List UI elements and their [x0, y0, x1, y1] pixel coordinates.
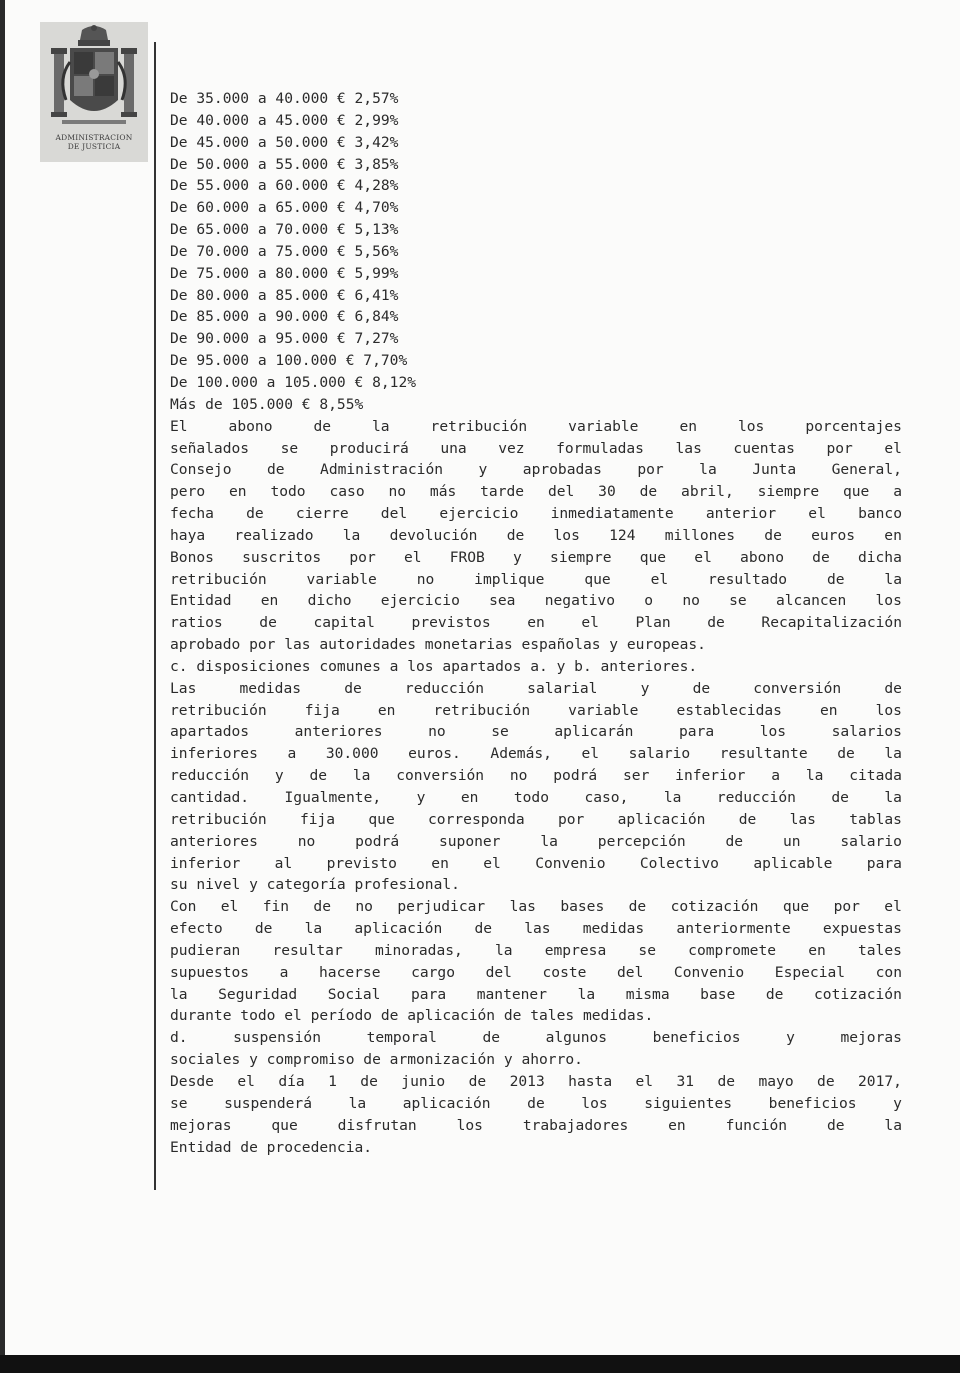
text-line: inferiores a 30.000 euros. Además, el salario resultante de la: [170, 745, 902, 763]
text-line: durante todo el período de aplicación de tales medidas.: [170, 1007, 654, 1025]
rate-row: De 85.000 a 90.000 € 6,84%: [170, 308, 399, 326]
text-line: retribución fija en retribución variable establecidas en los: [170, 701, 902, 719]
text-line: su nivel y categoría profesional.: [170, 876, 460, 894]
seal-caption: [40, 133, 148, 151]
text-line: pudieran resultar minoradas, la empresa se compromete en tales: [170, 941, 902, 959]
scan-bottom-band: [0, 1355, 960, 1373]
text-line: retribución variable no implique que el resultado de la: [170, 570, 902, 588]
rate-row: De 75.000 a 80.000 € 5,99%: [170, 264, 399, 282]
text-line: ratios de capital previstos en el Plan de Recapitalización: [170, 614, 902, 632]
text-line: anteriores no podrá suponer la percepción de un salario: [170, 832, 902, 850]
rate-row: De 65.000 a 70.000 € 5,13%: [170, 221, 399, 239]
text-line: reducción y de la conversión no podrá ser inferior a la citada: [170, 767, 902, 785]
rate-row: De 70.000 a 75.000 € 5,56%: [170, 242, 399, 260]
document-body: [170, 88, 902, 1158]
rate-row: De 55.000 a 60.000 € 4,28%: [170, 177, 399, 195]
rate-row: De 80.000 a 85.000 € 6,41%: [170, 286, 399, 304]
rate-row: De 90.000 a 95.000 € 7,27%: [170, 330, 399, 348]
margin-rule: [154, 42, 156, 1190]
text-line: Entidad en dicho ejercicio sea negativo o no se alcancen los: [170, 592, 902, 610]
text-line: efecto de la aplicación de las medidas anteriormente expuestas: [170, 920, 902, 938]
seal-caption-line: ADMINISTRACION: [55, 133, 133, 142]
text-line: la Seguridad Social para mantener la misma base de cotización: [170, 985, 902, 1003]
rate-row: De 50.000 a 55.000 € 3,85%: [170, 155, 399, 173]
text-line: inferior al previsto en el Convenio Colectivo aplicable para: [170, 854, 902, 872]
text-line: Las medidas de reducción salarial y de conversión de: [170, 679, 902, 697]
text-line: Desde el día 1 de junio de 2013 hasta el 31 de mayo de 2017,: [170, 1072, 902, 1090]
text-line: supuestos a hacerse cargo del coste del Convenio Especial con: [170, 963, 902, 981]
text-line: mejoras que disfrutan los trabajadores en función de la: [170, 1116, 902, 1134]
seal-caption-line: DE JUSTICIA: [67, 142, 121, 151]
text-line: señalados se producirá una vez formuladas las cuentas por el: [170, 439, 902, 457]
scan-left-edge: [0, 0, 5, 1360]
rate-row: De 45.000 a 50.000 € 3,42%: [170, 133, 399, 151]
text-line: Bonos suscritos por el FROB y siempre que el abono de dicha: [170, 548, 902, 566]
rate-row: De 40.000 a 45.000 € 2,99%: [170, 111, 399, 129]
text-line: Con el fin de no perjudicar las bases de cotización que por el: [170, 898, 902, 916]
text-line: aprobado por las autoridades monetarias españolas y europeas.: [170, 636, 706, 654]
text-line: fecha de cierre del ejercicio inmediatamente anterior el banco: [170, 505, 902, 523]
text-line: d. suspensión temporal de algunos beneficios y mejoras: [170, 1029, 902, 1047]
text-line: c. disposiciones comunes a los apartados a. y b. anteriores.: [170, 657, 698, 675]
text-line: Consejo de Administración y aprobadas por la Junta General,: [170, 461, 902, 479]
rate-row: De 100.000 a 105.000 € 8,12%: [170, 373, 417, 391]
text-line: retribución fija que corresponda por aplicación de las tablas: [170, 810, 902, 828]
text-line: sociales y compromiso de armonización y ahorro.: [170, 1051, 583, 1069]
text-line: se suspenderá la aplicación de los siguientes beneficios y: [170, 1094, 902, 1112]
rate-row: De 60.000 a 65.000 € 4,70%: [170, 199, 399, 217]
text-line: pero en todo caso no más tarde del 30 de abril, siempre que a: [170, 483, 902, 501]
text-line: El abono de la retribución variable en los porcentajes: [170, 417, 902, 435]
rate-row: De 35.000 a 40.000 € 2,57%: [170, 90, 399, 107]
text-line: cantidad. Igualmente, y en todo caso, la reducción de la: [170, 789, 902, 806]
text-line: Entidad de procedencia.: [170, 1138, 373, 1156]
text-line: haya realizado la devolución de los 124 millones de euros en: [170, 526, 902, 544]
text-line: apartados anteriores no se aplicarán para los salarios: [170, 723, 902, 741]
rate-row: De 95.000 a 100.000 € 7,70%: [170, 352, 408, 370]
rate-row: Más de 105.000 € 8,55%: [170, 395, 364, 413]
